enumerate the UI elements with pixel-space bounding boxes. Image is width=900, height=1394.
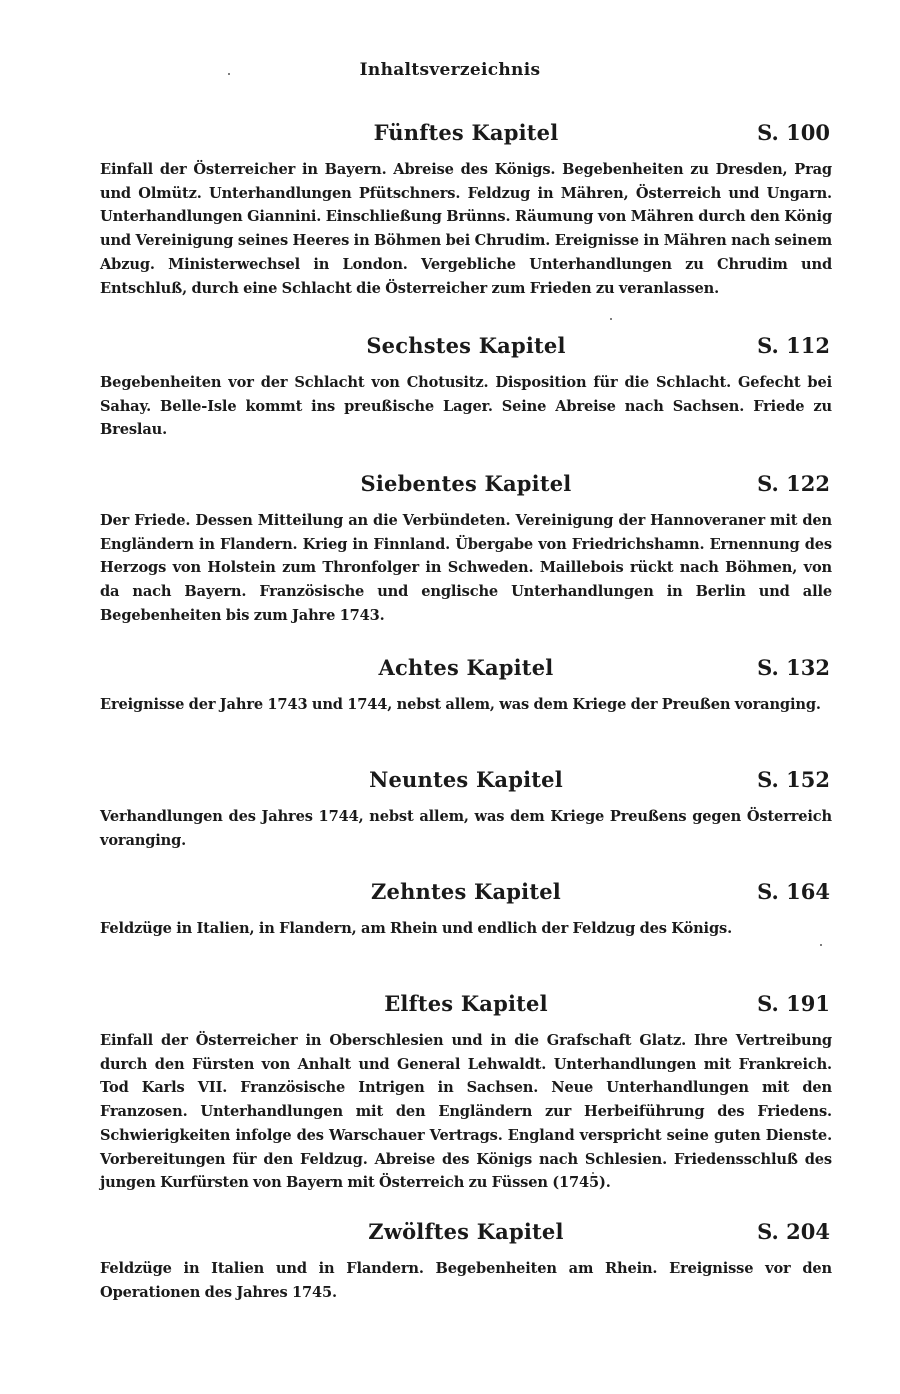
chapter-heading — [100, 877, 832, 913]
chapter-title: Zehntes Kapitel — [371, 879, 561, 904]
chapter-entry-6 — [100, 331, 832, 442]
chapter-page-number: S. 112 — [757, 333, 830, 358]
chapter-entry-12 — [100, 1217, 832, 1304]
running-head: Inhaltsverzeichnis — [359, 60, 541, 80]
chapter-page-number: S. 122 — [757, 471, 830, 496]
chapter-title: Neuntes Kapitel — [369, 767, 563, 792]
chapter-page-number: S. 191 — [757, 991, 830, 1016]
chapter-summary: Ereignisse der Jahre 1743 und 1744, nebst allem, was dem Kriege der Preußen voranging. — [100, 696, 821, 713]
chapter-heading — [100, 653, 832, 689]
chapter-page-number: S. 204 — [757, 1219, 830, 1244]
chapter-heading — [100, 331, 832, 367]
chapter-title: Sechstes Kapitel — [366, 333, 566, 358]
chapter-heading — [100, 765, 832, 801]
chapter-entry-9 — [100, 765, 832, 852]
chapter-title: Fünftes Kapitel — [373, 120, 559, 145]
chapter-heading — [100, 118, 832, 154]
chapter-summary: Begebenheiten vor der Schlacht von Chotusitz. Disposition für die Schlacht. Gefecht bei Sahay. Belle-Isle kommt ins preußische Lager. Seine Abreise nach Sachsen. Friede zu Breslau. — [100, 374, 832, 439]
chapter-summary: Einfall der Österreicher in Oberschlesien und in die Grafschaft Glatz. Ihre Vertreibung durch den Fürsten von Anhalt und General Lehwaldt. Unterhandlungen mit Frankreich. Tod Karls VII. Französische Intrigen in Sachsen. Neue Unterhandlungen mit den Franzosen. Unterhandlungen mit den Engländern zur Herbeiführung des Friedens. Schwierigkeiten infolge des Warschauer Vertrags. England verspricht seine guten Dienste. Vorbereitungen für den Feldzug. Abreise des Königs nach Schlesien. Friedensschluß des jungen Kurfürsten von Bayern mit Österreich zu Füssen (1745). — [100, 1032, 832, 1192]
chapter-entry-10 — [100, 877, 832, 941]
chapter-heading — [100, 1217, 832, 1253]
chapter-summary: Verhandlungen des Jahres 1744, nebst allem, was dem Kriege Preußens gegen Österreich voranging. — [100, 808, 832, 849]
chapter-summary: Einfall der Österreicher in Bayern. Abreise des Königs. Begebenheiten zu Dresden, Prag und Olmütz. Unterhandlungen Pfütschners. Feldzug in Mähren, Österreich und Ungarn. Unterhandlungen Giannini. Einschließung Brünns. Räumung von Mähren durch den König und Vereinigung seines Heeres in Böhmen bei Chrudim. Ereignisse in Mähren nach seinem Abzug. Ministerwechsel in London. Vergebliche Unterhandlungen zu Chrudim und Entschluß, durch eine Schlacht die Österreicher zum Frieden zu veranlassen. — [100, 161, 832, 297]
chapter-title: Achtes Kapitel — [378, 655, 554, 680]
chapter-entry-11 — [100, 989, 832, 1195]
chapter-page-number: S. 132 — [757, 655, 830, 680]
chapter-page-number: S. 100 — [757, 120, 830, 145]
chapter-entry-8 — [100, 653, 832, 717]
chapter-entry-7 — [100, 469, 832, 628]
chapter-summary: Der Friede. Dessen Mitteilung an die Verbündeten. Vereinigung der Hannoveraner mit den Engländern in Flandern. Krieg in Finnland. Übergabe von Friedrichshamn. Ernennung des Herzogs von Holstein zum Thronfolger in Schweden. Maillebois rückt nach Böhmen, von da nach Bayern. Französische und englische Unterhandlungen in Berlin und alle Begebenheiten bis zum Jahre 1743. — [100, 512, 832, 624]
chapter-entry-5 — [100, 118, 832, 300]
chapter-page-number: S. 152 — [757, 767, 830, 792]
chapter-summary: Feldzüge in Italien, in Flandern, am Rhein und endlich der Feldzug des Königs. — [100, 920, 733, 937]
print-speck — [610, 318, 612, 320]
print-speck — [820, 944, 822, 946]
chapter-heading — [100, 469, 832, 505]
chapter-title: Elftes Kapitel — [384, 991, 548, 1016]
chapter-page-number: S. 164 — [757, 879, 830, 904]
chapter-title: Siebentes Kapitel — [360, 471, 572, 496]
chapter-title: Zwölftes Kapitel — [368, 1219, 564, 1244]
chapter-summary: Feldzüge in Italien und in Flandern. Begebenheiten am Rhein. Ereignisse vor den Operationen des Jahres 1745. — [100, 1260, 832, 1301]
chapter-heading — [100, 989, 832, 1025]
